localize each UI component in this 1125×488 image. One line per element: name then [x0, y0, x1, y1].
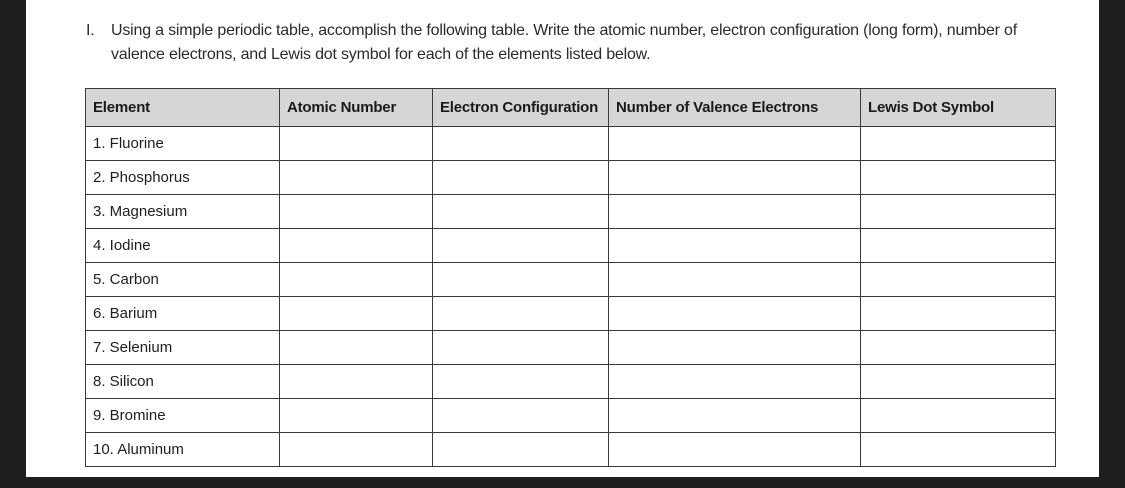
lewis-dot-symbol-cell[interactable]: [861, 263, 1056, 297]
atomic-number-cell[interactable]: [280, 229, 433, 263]
atomic-number-cell[interactable]: [280, 297, 433, 331]
atomic-number-cell[interactable]: [280, 365, 433, 399]
table-row: [86, 161, 1056, 195]
electron-configuration-cell[interactable]: [433, 127, 609, 161]
header-element: Element: [86, 89, 280, 127]
table-row: [86, 229, 1056, 263]
header-lewis-dot-symbol: Lewis Dot Symbol: [861, 89, 1056, 127]
element-name-cell: 3. Magnesium: [86, 195, 280, 229]
valence-electrons-cell[interactable]: [609, 433, 861, 467]
electron-configuration-cell[interactable]: [433, 433, 609, 467]
instructions: [86, 19, 1046, 67]
table-row: [86, 399, 1056, 433]
lewis-dot-symbol-cell[interactable]: [861, 433, 1056, 467]
atomic-number-cell[interactable]: [280, 399, 433, 433]
table-row: [86, 263, 1056, 297]
valence-electrons-cell[interactable]: [609, 127, 861, 161]
lewis-dot-symbol-cell[interactable]: [861, 161, 1056, 195]
table-row: [86, 127, 1056, 161]
element-name-cell: 7. Selenium: [86, 331, 280, 365]
table-row: [86, 331, 1056, 365]
element-name-cell: 1. Fluorine: [86, 127, 280, 161]
lewis-dot-symbol-cell[interactable]: [861, 195, 1056, 229]
bottom-dark-border: [0, 477, 1125, 488]
atomic-number-cell[interactable]: [280, 433, 433, 467]
element-table: [85, 88, 1056, 467]
lewis-dot-symbol-cell[interactable]: [861, 365, 1056, 399]
atomic-number-cell[interactable]: [280, 127, 433, 161]
header-valence-electrons: Number of Valence Electrons: [609, 89, 861, 127]
valence-electrons-cell[interactable]: [609, 161, 861, 195]
lewis-dot-symbol-cell[interactable]: [861, 229, 1056, 263]
element-name-cell: 9. Bromine: [86, 399, 280, 433]
valence-electrons-cell[interactable]: [609, 195, 861, 229]
electron-configuration-cell[interactable]: [433, 263, 609, 297]
atomic-number-cell[interactable]: [280, 195, 433, 229]
electron-configuration-cell[interactable]: [433, 229, 609, 263]
element-name-cell: 2. Phosphorus: [86, 161, 280, 195]
electron-configuration-cell[interactable]: [433, 331, 609, 365]
table-row: [86, 195, 1056, 229]
element-name-cell: 4. Iodine: [86, 229, 280, 263]
element-name-cell: 5. Carbon: [86, 263, 280, 297]
atomic-number-cell[interactable]: [280, 331, 433, 365]
header-electron-configuration: Electron Configuration: [433, 89, 609, 127]
valence-electrons-cell[interactable]: [609, 331, 861, 365]
lewis-dot-symbol-cell[interactable]: [861, 127, 1056, 161]
valence-electrons-cell[interactable]: [609, 365, 861, 399]
header-atomic-number: Atomic Number: [280, 89, 433, 127]
electron-configuration-cell[interactable]: [433, 399, 609, 433]
lewis-dot-symbol-cell[interactable]: [861, 297, 1056, 331]
lewis-dot-symbol-cell[interactable]: [861, 331, 1056, 365]
valence-electrons-cell[interactable]: [609, 297, 861, 331]
element-name-cell: 8. Silicon: [86, 365, 280, 399]
table-row: [86, 365, 1056, 399]
electron-configuration-cell[interactable]: [433, 365, 609, 399]
valence-electrons-cell[interactable]: [609, 229, 861, 263]
electron-configuration-cell[interactable]: [433, 297, 609, 331]
valence-electrons-cell[interactable]: [609, 263, 861, 297]
atomic-number-cell[interactable]: [280, 161, 433, 195]
instruction-number: I.: [86, 22, 95, 39]
electron-configuration-cell[interactable]: [433, 195, 609, 229]
atomic-number-cell[interactable]: [280, 263, 433, 297]
element-name-cell: 6. Barium: [86, 297, 280, 331]
electron-configuration-cell[interactable]: [433, 161, 609, 195]
valence-electrons-cell[interactable]: [609, 399, 861, 433]
lewis-dot-symbol-cell[interactable]: [861, 399, 1056, 433]
element-name-cell: 10. Aluminum: [86, 433, 280, 467]
table-row: [86, 433, 1056, 467]
table-header-row: [86, 89, 1056, 127]
table-row: [86, 297, 1056, 331]
worksheet-page: [26, 0, 1099, 477]
instruction-text: Using a simple periodic table, accomplish the following table. Write the atomic number, electron configuration (long form), number of valence electrons, and Lewis dot symbol for each of the elements listed below.: [111, 22, 1018, 63]
